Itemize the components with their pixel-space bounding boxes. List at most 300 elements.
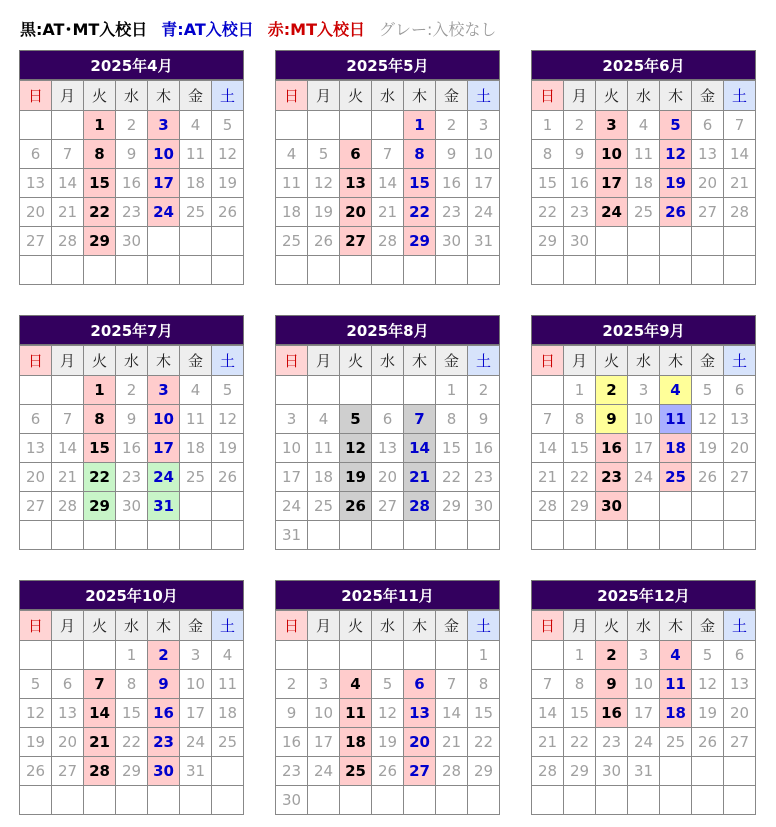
day-cell: 25 — [212, 728, 244, 757]
day-cell: 13 — [52, 699, 84, 728]
weekday-label: 金 — [180, 346, 212, 376]
day-cell: 17 — [276, 463, 308, 492]
weekday-label: 金 — [180, 611, 212, 641]
day-cell: 11 — [660, 670, 692, 699]
day-cell — [372, 786, 404, 815]
day-cell — [596, 521, 628, 550]
day-cell — [276, 641, 308, 670]
day-cell: 29 — [564, 492, 596, 521]
week-row — [532, 521, 756, 550]
day-cell: 20 — [372, 463, 404, 492]
day-cell: 28 — [84, 757, 116, 786]
day-cell: 26 — [372, 757, 404, 786]
day-cell: 22 — [436, 463, 468, 492]
month-table — [19, 80, 244, 285]
weekday-label: 月 — [52, 346, 84, 376]
day-cell: 29 — [532, 227, 564, 256]
day-cell: 25 — [340, 757, 372, 786]
legend-gray: グレー:入校なし — [379, 19, 497, 39]
day-cell: 12 — [692, 405, 724, 434]
day-cell: 3 — [628, 641, 660, 670]
day-cell: 16 — [596, 699, 628, 728]
weekday-label: 月 — [564, 346, 596, 376]
day-cell: 20 — [52, 728, 84, 757]
day-cell: 7 — [404, 405, 436, 434]
day-cell — [180, 256, 212, 285]
week-row — [20, 641, 244, 670]
day-cell: 1 — [404, 111, 436, 140]
day-cell: 28 — [372, 227, 404, 256]
day-cell: 30 — [116, 227, 148, 256]
day-cell: 4 — [660, 641, 692, 670]
weekday-label: 月 — [564, 611, 596, 641]
day-cell — [532, 256, 564, 285]
day-cell: 20 — [20, 463, 52, 492]
day-cell: 27 — [724, 728, 756, 757]
month-calendar — [275, 580, 500, 815]
day-cell — [660, 521, 692, 550]
day-cell — [724, 757, 756, 786]
day-cell: 21 — [52, 198, 84, 227]
day-cell: 23 — [436, 198, 468, 227]
week-row — [20, 405, 244, 434]
day-cell: 25 — [660, 728, 692, 757]
weekday-label: 水 — [116, 346, 148, 376]
day-cell: 26 — [340, 492, 372, 521]
day-cell — [20, 376, 52, 405]
day-cell — [52, 376, 84, 405]
day-cell: 3 — [308, 670, 340, 699]
day-cell: 8 — [404, 140, 436, 169]
week-row — [532, 256, 756, 285]
week-row — [276, 757, 500, 786]
month-table — [275, 345, 500, 550]
day-cell: 7 — [52, 140, 84, 169]
day-cell: 21 — [436, 728, 468, 757]
day-cell: 5 — [212, 111, 244, 140]
day-cell: 18 — [628, 169, 660, 198]
day-cell — [660, 492, 692, 521]
week-row — [532, 757, 756, 786]
day-cell — [308, 376, 340, 405]
day-cell: 30 — [436, 227, 468, 256]
day-cell: 15 — [532, 169, 564, 198]
day-cell: 2 — [596, 641, 628, 670]
day-cell — [84, 521, 116, 550]
day-cell: 21 — [724, 169, 756, 198]
day-cell: 14 — [532, 699, 564, 728]
day-cell: 9 — [436, 140, 468, 169]
day-cell: 20 — [724, 699, 756, 728]
day-cell: 21 — [52, 463, 84, 492]
day-cell: 6 — [724, 376, 756, 405]
day-cell — [692, 521, 724, 550]
day-cell: 22 — [564, 728, 596, 757]
day-cell — [564, 786, 596, 815]
weekday-label: 木 — [660, 81, 692, 111]
day-cell: 4 — [340, 670, 372, 699]
day-cell: 12 — [340, 434, 372, 463]
weekday-label: 木 — [660, 611, 692, 641]
legend-red: 赤:MT入校日 — [267, 19, 366, 39]
day-cell: 28 — [52, 492, 84, 521]
weekday-label: 火 — [84, 81, 116, 111]
weekday-label: 日 — [532, 611, 564, 641]
day-cell — [692, 227, 724, 256]
weekday-label: 水 — [628, 611, 660, 641]
week-row — [276, 786, 500, 815]
day-cell: 3 — [468, 111, 500, 140]
day-cell: 12 — [372, 699, 404, 728]
month-calendar — [19, 50, 244, 285]
day-cell: 1 — [564, 376, 596, 405]
week-row — [276, 227, 500, 256]
day-cell: 28 — [404, 492, 436, 521]
day-cell: 31 — [468, 227, 500, 256]
day-cell — [116, 521, 148, 550]
day-cell: 14 — [372, 169, 404, 198]
day-cell: 5 — [212, 376, 244, 405]
day-cell: 16 — [468, 434, 500, 463]
day-cell: 9 — [276, 699, 308, 728]
legend — [20, 14, 510, 42]
day-cell: 23 — [116, 198, 148, 227]
day-cell: 14 — [436, 699, 468, 728]
day-cell: 17 — [148, 169, 180, 198]
day-cell: 25 — [628, 198, 660, 227]
week-row — [20, 169, 244, 198]
day-cell: 20 — [340, 198, 372, 227]
weekday-label: 水 — [628, 346, 660, 376]
day-cell: 15 — [436, 434, 468, 463]
day-cell: 6 — [724, 641, 756, 670]
day-cell: 25 — [660, 463, 692, 492]
day-cell: 2 — [564, 111, 596, 140]
day-cell: 1 — [468, 641, 500, 670]
week-row — [532, 728, 756, 757]
day-cell: 13 — [20, 434, 52, 463]
weekday-label: 土 — [212, 346, 244, 376]
day-cell: 30 — [116, 492, 148, 521]
month-table — [19, 345, 244, 550]
day-cell: 23 — [468, 463, 500, 492]
day-cell — [724, 227, 756, 256]
day-cell: 11 — [276, 169, 308, 198]
day-cell — [628, 256, 660, 285]
weekday-label: 日 — [20, 81, 52, 111]
week-row — [20, 434, 244, 463]
weekday-label: 金 — [692, 611, 724, 641]
day-cell: 14 — [84, 699, 116, 728]
month-table — [19, 610, 244, 815]
month-title: 2025年9月 — [531, 315, 756, 345]
day-cell: 27 — [372, 492, 404, 521]
day-cell: 10 — [628, 405, 660, 434]
day-cell: 30 — [468, 492, 500, 521]
day-cell: 12 — [692, 670, 724, 699]
day-cell — [212, 492, 244, 521]
day-cell: 25 — [308, 492, 340, 521]
day-cell: 7 — [84, 670, 116, 699]
weekday-label: 水 — [372, 346, 404, 376]
month-title: 2025年12月 — [531, 580, 756, 610]
day-cell: 17 — [628, 434, 660, 463]
day-cell: 15 — [84, 434, 116, 463]
day-cell: 26 — [308, 227, 340, 256]
month-calendar — [19, 315, 244, 550]
day-cell — [84, 641, 116, 670]
weekday-label: 木 — [148, 611, 180, 641]
day-cell — [20, 521, 52, 550]
day-cell: 5 — [372, 670, 404, 699]
day-cell: 6 — [692, 111, 724, 140]
day-cell: 5 — [308, 140, 340, 169]
day-cell — [404, 641, 436, 670]
day-cell: 27 — [20, 492, 52, 521]
weekday-label: 土 — [724, 81, 756, 111]
day-cell: 24 — [148, 198, 180, 227]
day-cell: 8 — [468, 670, 500, 699]
day-cell — [404, 786, 436, 815]
weekday-label: 月 — [308, 611, 340, 641]
day-cell: 3 — [148, 111, 180, 140]
weekday-label: 土 — [724, 346, 756, 376]
day-cell: 2 — [596, 376, 628, 405]
legend-blue: 青:AT入校日 — [161, 19, 254, 39]
week-row — [532, 434, 756, 463]
day-cell: 20 — [404, 728, 436, 757]
day-cell: 13 — [692, 140, 724, 169]
day-cell — [84, 786, 116, 815]
weekday-label: 水 — [116, 611, 148, 641]
day-cell — [596, 256, 628, 285]
day-cell: 17 — [148, 434, 180, 463]
week-row — [276, 492, 500, 521]
week-row — [276, 521, 500, 550]
day-cell: 16 — [276, 728, 308, 757]
day-cell: 20 — [692, 169, 724, 198]
day-cell: 6 — [372, 405, 404, 434]
day-cell — [628, 521, 660, 550]
weekday-header-row — [276, 611, 500, 641]
day-cell — [436, 641, 468, 670]
day-cell: 1 — [84, 111, 116, 140]
day-cell: 18 — [308, 463, 340, 492]
day-cell: 10 — [628, 670, 660, 699]
day-cell — [436, 256, 468, 285]
day-cell: 9 — [468, 405, 500, 434]
day-cell — [724, 521, 756, 550]
day-cell — [212, 757, 244, 786]
day-cell — [532, 376, 564, 405]
weekday-label: 日 — [276, 346, 308, 376]
day-cell — [340, 376, 372, 405]
month-calendar — [275, 50, 500, 285]
week-row — [532, 786, 756, 815]
weekday-header-row — [276, 346, 500, 376]
weekday-label: 金 — [692, 346, 724, 376]
day-cell — [724, 256, 756, 285]
week-row — [532, 111, 756, 140]
day-cell: 26 — [692, 728, 724, 757]
weekday-label: 火 — [84, 346, 116, 376]
weekday-label: 火 — [340, 81, 372, 111]
day-cell: 4 — [628, 111, 660, 140]
weekday-header-row — [532, 81, 756, 111]
weekday-label: 金 — [180, 81, 212, 111]
day-cell: 4 — [180, 111, 212, 140]
day-cell — [468, 256, 500, 285]
day-cell: 22 — [564, 463, 596, 492]
day-cell: 18 — [212, 699, 244, 728]
week-row — [532, 140, 756, 169]
day-cell: 22 — [468, 728, 500, 757]
day-cell: 14 — [52, 169, 84, 198]
day-cell: 6 — [404, 670, 436, 699]
day-cell: 28 — [436, 757, 468, 786]
day-cell: 1 — [84, 376, 116, 405]
day-cell: 1 — [564, 641, 596, 670]
day-cell: 28 — [532, 492, 564, 521]
day-cell: 5 — [692, 641, 724, 670]
day-cell: 15 — [116, 699, 148, 728]
weekday-header-row — [20, 346, 244, 376]
day-cell: 7 — [52, 405, 84, 434]
day-cell — [660, 786, 692, 815]
week-row — [20, 670, 244, 699]
day-cell — [532, 521, 564, 550]
day-cell — [84, 256, 116, 285]
day-cell — [308, 521, 340, 550]
day-cell: 21 — [404, 463, 436, 492]
weekday-label: 火 — [596, 81, 628, 111]
day-cell: 24 — [628, 728, 660, 757]
day-cell: 23 — [276, 757, 308, 786]
day-cell: 5 — [340, 405, 372, 434]
month-calendar — [19, 580, 244, 815]
day-cell: 14 — [532, 434, 564, 463]
weekday-label: 金 — [436, 81, 468, 111]
week-row — [276, 405, 500, 434]
day-cell — [276, 256, 308, 285]
day-cell — [308, 641, 340, 670]
day-cell — [308, 256, 340, 285]
day-cell: 8 — [564, 670, 596, 699]
weekday-label: 土 — [468, 81, 500, 111]
weekday-label: 金 — [436, 611, 468, 641]
day-cell: 5 — [660, 111, 692, 140]
day-cell: 2 — [468, 376, 500, 405]
day-cell: 6 — [340, 140, 372, 169]
day-cell: 11 — [180, 140, 212, 169]
weekday-label: 水 — [116, 81, 148, 111]
day-cell — [52, 786, 84, 815]
weekday-label: 月 — [52, 611, 84, 641]
day-cell: 2 — [116, 111, 148, 140]
day-cell — [468, 521, 500, 550]
weekday-label: 木 — [404, 81, 436, 111]
day-cell — [532, 786, 564, 815]
month-table — [531, 345, 756, 550]
day-cell: 29 — [84, 492, 116, 521]
weekday-label: 火 — [340, 346, 372, 376]
day-cell: 9 — [564, 140, 596, 169]
day-cell: 10 — [468, 140, 500, 169]
day-cell — [180, 786, 212, 815]
day-cell — [340, 111, 372, 140]
day-cell — [660, 227, 692, 256]
day-cell: 17 — [596, 169, 628, 198]
day-cell — [564, 256, 596, 285]
day-cell: 30 — [596, 757, 628, 786]
day-cell: 4 — [180, 376, 212, 405]
day-cell — [372, 641, 404, 670]
weekday-label: 水 — [372, 611, 404, 641]
day-cell: 18 — [276, 198, 308, 227]
day-cell: 5 — [20, 670, 52, 699]
day-cell: 7 — [372, 140, 404, 169]
day-cell: 10 — [596, 140, 628, 169]
day-cell: 19 — [308, 198, 340, 227]
day-cell — [52, 256, 84, 285]
day-cell — [20, 641, 52, 670]
weekday-label: 月 — [308, 81, 340, 111]
day-cell — [340, 641, 372, 670]
day-cell: 28 — [52, 227, 84, 256]
week-row — [532, 376, 756, 405]
month-calendar — [531, 50, 756, 285]
day-cell: 2 — [148, 641, 180, 670]
day-cell: 29 — [404, 227, 436, 256]
month-table — [531, 80, 756, 285]
day-cell: 16 — [148, 699, 180, 728]
day-cell: 19 — [372, 728, 404, 757]
weekday-label: 日 — [276, 611, 308, 641]
day-cell — [692, 256, 724, 285]
week-row — [532, 463, 756, 492]
day-cell — [52, 111, 84, 140]
day-cell — [52, 641, 84, 670]
day-cell: 4 — [660, 376, 692, 405]
day-cell: 4 — [276, 140, 308, 169]
week-row — [20, 256, 244, 285]
weekday-label: 月 — [308, 346, 340, 376]
day-cell: 7 — [532, 670, 564, 699]
weekday-label: 月 — [52, 81, 84, 111]
day-cell — [308, 111, 340, 140]
day-cell: 2 — [116, 376, 148, 405]
week-row — [20, 140, 244, 169]
day-cell: 13 — [724, 405, 756, 434]
week-row — [532, 227, 756, 256]
day-cell: 29 — [468, 757, 500, 786]
day-cell: 17 — [468, 169, 500, 198]
day-cell: 9 — [116, 140, 148, 169]
month-calendar — [275, 315, 500, 550]
day-cell: 1 — [116, 641, 148, 670]
day-cell — [564, 521, 596, 550]
month-table — [275, 80, 500, 285]
day-cell — [372, 111, 404, 140]
day-cell: 26 — [692, 463, 724, 492]
day-cell: 18 — [660, 434, 692, 463]
day-cell: 13 — [372, 434, 404, 463]
day-cell — [660, 757, 692, 786]
day-cell: 11 — [212, 670, 244, 699]
week-row — [276, 670, 500, 699]
day-cell: 8 — [116, 670, 148, 699]
day-cell — [724, 786, 756, 815]
